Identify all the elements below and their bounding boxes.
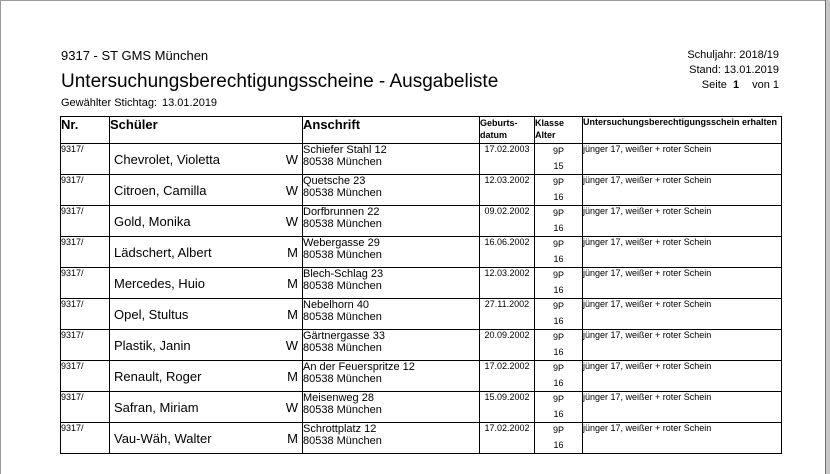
cell-klasse	[535, 144, 583, 175]
address-city: 80538 München	[303, 156, 382, 168]
klasse-value: 9P	[552, 425, 564, 435]
cell-nr: 9317/	[61, 237, 110, 268]
table-row	[61, 237, 782, 268]
address-city: 80538 München	[303, 373, 382, 385]
cell-klasse	[535, 268, 583, 299]
address-street: Schrottplatz 12	[303, 423, 377, 435]
cell-name	[110, 392, 303, 423]
alter-value: 16	[553, 254, 564, 264]
cell-address	[303, 361, 480, 392]
stand-line	[687, 63, 779, 78]
cell-nr: 9317/	[61, 330, 110, 361]
cell-birthdate: 09.02.2002	[480, 206, 535, 237]
student-name: Vau-Wäh, Walter	[114, 431, 212, 446]
table-row	[61, 268, 782, 299]
cell-nr: 9317/	[61, 392, 110, 423]
cell-nr: 9317/	[61, 206, 110, 237]
klasse-value: 9P	[552, 301, 564, 311]
student-name: Gold, Monika	[114, 214, 191, 229]
cell-nr: 9317/	[61, 423, 110, 454]
address-street: Dorfbrunnen 22	[303, 206, 380, 218]
klasse-value: 9P	[552, 146, 564, 156]
page-border-left	[0, 0, 1, 474]
page-border-top	[0, 0, 827, 1]
column-header-klasse	[535, 117, 583, 144]
table-row	[61, 175, 782, 206]
cell-klasse	[535, 206, 583, 237]
school-name: 9317 - ST GMS München	[61, 48, 209, 63]
page-shadow	[826, 0, 830, 474]
cell-birthdate: 17.02.2002	[480, 423, 535, 454]
table-row	[61, 299, 782, 330]
address-street: Gärtnergasse 33	[303, 330, 385, 342]
alter-value: 16	[553, 285, 564, 295]
student-name: Mercedes, Huio	[114, 276, 206, 291]
schuljahr-value: 2018/19	[739, 49, 779, 61]
cell-note: jünger 17, weißer + roter Schein	[583, 330, 782, 361]
alter-value: 16	[553, 378, 564, 388]
address-street: Webergasse 29	[303, 237, 380, 249]
table-row	[61, 423, 782, 454]
column-header-name: Schüler	[110, 117, 303, 144]
student-name: Plastik, Janin	[114, 338, 191, 353]
cell-name	[110, 299, 303, 330]
stichtag-line	[61, 97, 217, 109]
student-name: Citroen, Camilla	[114, 183, 207, 198]
cell-address	[303, 392, 480, 423]
cell-klasse	[535, 299, 583, 330]
student-gender: M	[287, 431, 298, 446]
alter-value: 16	[553, 223, 564, 233]
klasse-header-line1: Klasse	[535, 118, 565, 128]
cell-name	[110, 206, 303, 237]
alter-value: 16	[553, 440, 564, 450]
klasse-header-line2: Alter	[535, 130, 556, 140]
cell-nr: 9317/	[61, 361, 110, 392]
klasse-value: 9P	[552, 208, 564, 218]
alter-value: 15	[553, 161, 564, 171]
cell-address	[303, 330, 480, 361]
student-gender: W	[285, 152, 298, 167]
birth-header-line1: Geburts-	[480, 118, 518, 128]
cell-address	[303, 237, 480, 268]
cell-address	[303, 423, 480, 454]
cell-address	[303, 299, 480, 330]
cell-birthdate: 27.11.2002	[480, 299, 535, 330]
student-name: Lädschert, Albert	[114, 245, 212, 260]
address-city: 80538 München	[303, 218, 382, 230]
address-street: Meisenweg 28	[303, 392, 374, 404]
cell-klasse	[535, 237, 583, 268]
table-row	[61, 361, 782, 392]
student-gender: W	[285, 338, 298, 353]
alter-value: 16	[553, 409, 564, 419]
cell-klasse	[535, 361, 583, 392]
page-number-line	[687, 78, 779, 93]
cell-name	[110, 330, 303, 361]
cell-birthdate: 15.09.2002	[480, 392, 535, 423]
von-value: 1	[772, 79, 779, 91]
cell-address	[303, 175, 480, 206]
alter-value: 16	[553, 192, 564, 202]
address-street: Blech-Schlag 23	[303, 268, 384, 280]
address-street: Nebelhorn 40	[303, 299, 370, 311]
stichtag-value: 13.01.2019	[162, 97, 218, 109]
cell-note: jünger 17, weißer + roter Schein	[583, 237, 782, 268]
student-name: Safran, Miriam	[114, 400, 199, 415]
cell-klasse	[535, 330, 583, 361]
alter-value: 16	[553, 347, 564, 357]
student-gender: M	[287, 276, 298, 291]
cell-note: jünger 17, weißer + roter Schein	[583, 144, 782, 175]
address-city: 80538 München	[303, 342, 382, 354]
cell-klasse	[535, 392, 583, 423]
stichtag-label: Gewählter Stichtag:	[61, 97, 157, 109]
cell-birthdate: 16.06.2002	[480, 237, 535, 268]
column-header-birth	[480, 117, 535, 144]
column-header-nr: Nr.	[61, 117, 110, 144]
stand-label: Stand:	[689, 64, 721, 76]
seite-value: 1	[732, 79, 740, 91]
table-body	[61, 144, 782, 454]
address-city: 80538 München	[303, 435, 382, 447]
klasse-value: 9P	[552, 270, 564, 280]
cell-address	[303, 144, 480, 175]
cell-nr: 9317/	[61, 175, 110, 206]
address-city: 80538 München	[303, 280, 382, 292]
cell-klasse	[535, 175, 583, 206]
klasse-value: 9P	[552, 363, 564, 373]
table-row	[61, 392, 782, 423]
student-gender: M	[287, 307, 298, 322]
address-city: 80538 München	[303, 249, 382, 261]
cell-name	[110, 268, 303, 299]
address-street: Schiefer Stahl 12	[303, 144, 387, 156]
von-label: von	[752, 79, 770, 91]
stand-value: 13.01.2019	[723, 64, 779, 76]
table-header-row	[61, 117, 782, 144]
birth-header-line2: datum	[480, 130, 507, 140]
table-row	[61, 206, 782, 237]
student-gender: W	[285, 183, 298, 198]
cell-note: jünger 17, weißer + roter Schein	[583, 423, 782, 454]
address-street: An der Feuerspritze 12	[303, 361, 415, 373]
cell-klasse	[535, 423, 583, 454]
schuljahr-label: Schuljahr:	[687, 49, 737, 61]
cell-name	[110, 237, 303, 268]
report-meta	[687, 48, 779, 93]
cell-note: jünger 17, weißer + roter Schein	[583, 361, 782, 392]
cell-name	[110, 423, 303, 454]
cell-name	[110, 361, 303, 392]
cell-name	[110, 175, 303, 206]
column-header-note: Untersuchungsberechtigungsschein erhalten	[583, 117, 782, 144]
cell-birthdate: 12.03.2002	[480, 268, 535, 299]
address-city: 80538 München	[303, 187, 382, 199]
seite-label: Seite	[701, 79, 727, 91]
cell-nr: 9317/	[61, 144, 110, 175]
student-gender: W	[285, 400, 298, 415]
student-gender: M	[287, 245, 298, 260]
schuljahr-line	[687, 48, 779, 63]
cell-note: jünger 17, weißer + roter Schein	[583, 175, 782, 206]
address-city: 80538 München	[303, 311, 382, 323]
cell-birthdate: 17.02.2003	[480, 144, 535, 175]
student-name: Opel, Stultus	[114, 307, 189, 322]
student-gender: M	[287, 369, 298, 384]
student-name: Renault, Roger	[114, 369, 202, 384]
klasse-value: 9P	[552, 394, 564, 404]
address-city: 80538 München	[303, 404, 382, 416]
student-table	[60, 116, 782, 454]
address-street: Quetsche 23	[303, 175, 366, 187]
cell-name	[110, 144, 303, 175]
cell-birthdate: 12.03.2002	[480, 175, 535, 206]
cell-address	[303, 206, 480, 237]
cell-note: jünger 17, weißer + roter Schein	[583, 392, 782, 423]
cell-birthdate: 20.09.2002	[480, 330, 535, 361]
klasse-value: 9P	[552, 177, 564, 187]
cell-birthdate: 17.02.2002	[480, 361, 535, 392]
student-gender: W	[285, 214, 298, 229]
cell-nr: 9317/	[61, 299, 110, 330]
alter-value: 16	[553, 316, 564, 326]
table-row	[61, 144, 782, 175]
cell-note: jünger 17, weißer + roter Schein	[583, 206, 782, 237]
cell-note: jünger 17, weißer + roter Schein	[583, 299, 782, 330]
cell-address	[303, 268, 480, 299]
klasse-value: 9P	[552, 239, 564, 249]
klasse-value: 9P	[552, 332, 564, 342]
cell-nr: 9317/	[61, 268, 110, 299]
column-header-address: Anschrift	[303, 117, 480, 144]
student-name: Chevrolet, Violetta	[114, 152, 220, 167]
report-title: Untersuchungsberechtigungsscheine - Ausgabeliste	[61, 71, 499, 92]
cell-note: jünger 17, weißer + roter Schein	[583, 268, 782, 299]
table-row	[61, 330, 782, 361]
